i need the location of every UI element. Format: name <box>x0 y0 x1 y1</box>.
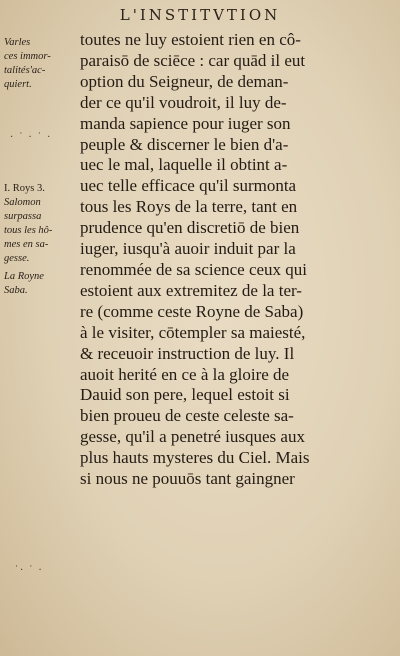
body-line: renommée de sa science ceux qui <box>80 259 308 279</box>
margin-note-line: ces immor- <box>4 51 51 62</box>
margin-note-saba <box>4 270 76 298</box>
body-line: prudence qu'en discretiō de bien <box>80 218 300 238</box>
margin-note-line: Salomon <box>4 197 41 208</box>
margin-notes <box>4 36 76 298</box>
body-line: estoient aux extremitez de la ter- <box>80 280 302 300</box>
body-line: manda sapience pour iuger son <box>80 113 291 133</box>
body-line: uec le mal, laquelle il obtint a- <box>80 155 288 175</box>
margin-note-line: tous les hô- <box>4 225 53 236</box>
body-line: gesse, qu'il a penetré iusques aux <box>80 427 305 447</box>
running-head: L'INSTITVTION <box>119 6 281 24</box>
body-line: re (comme ceste Royne de Saba) <box>80 301 304 321</box>
margin-note-line: gesse. <box>4 253 30 264</box>
body-line: option du Seigneur, de deman- <box>80 71 289 91</box>
body-line: plus hauts mysteres du Ciel. Mais <box>80 448 310 468</box>
body-line: tous les Roys de la terre, tant en <box>80 197 298 217</box>
ink-speckle: ˙· ˙ · <box>14 565 43 576</box>
margin-note-line: Varles <box>4 37 31 48</box>
body-line: & receuoir instruction de luy. Il <box>80 343 295 363</box>
body-line: toutes ne luy estoient rien en cô- <box>80 30 301 49</box>
margin-note-line: quiert. <box>4 79 32 90</box>
margin-note-line: talités'ac- <box>4 65 46 76</box>
body-line: Dauid son pere, lequel estoit si <box>80 385 290 405</box>
margin-note-line: surpassa <box>4 211 42 222</box>
ink-speckle: · ˙ · ˙ · <box>10 132 52 143</box>
margin-note-salomon <box>4 182 76 266</box>
margin-note-line: La Royne <box>4 271 44 282</box>
body-text <box>80 30 390 490</box>
margin-note-immortality <box>4 36 76 92</box>
body-line: à le visiter, cōtempler sa maiesté, <box>80 322 306 342</box>
body-line: bien proueu de ceste celeste sa- <box>80 406 294 426</box>
body-line: si nous ne pouuōs tant gaingner <box>80 469 295 489</box>
body-line: auoit herité en ce à la gloire de <box>80 364 290 384</box>
body-line: paraisō de sciēce : car quād il eut <box>80 50 306 70</box>
body-line: peuple & discerner le bien d'a- <box>80 134 289 154</box>
body-line: der ce qu'il voudroit, il luy de- <box>80 92 287 112</box>
margin-note-reference: I. Roys 3. <box>4 183 45 194</box>
body-line: uec telle efficace qu'il surmonta <box>80 176 297 196</box>
margin-note-line: mes en sa- <box>4 239 49 250</box>
body-line: iuger, iusqu'à auoir induit par la <box>80 239 296 259</box>
margin-note-line: Saba. <box>4 285 28 296</box>
